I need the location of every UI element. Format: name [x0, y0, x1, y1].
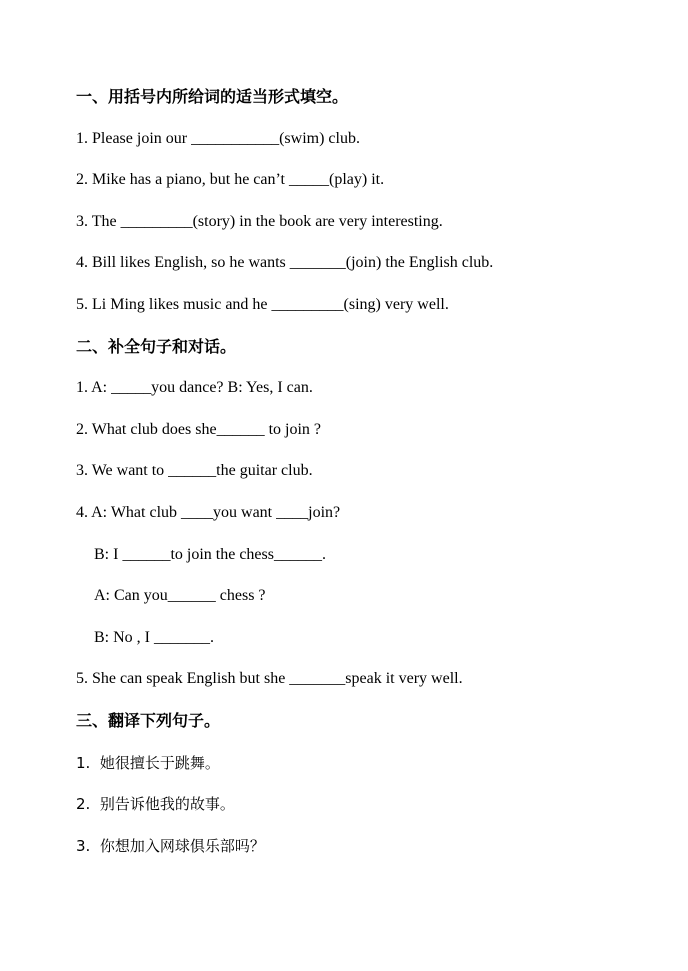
section1-title: 一、用括号内所给词的适当形式填空。 [76, 87, 349, 106]
section2-item-4c: A: Can you______ chess ? [94, 587, 266, 604]
section2-item-4b: B: I ______to join the chess______. [94, 546, 326, 563]
section1-item-1: 1. Please join our ___________(swim) club. [76, 130, 360, 147]
section2-title: 二、补全句子和对话。 [76, 337, 237, 356]
section3-title: 三、翻译下列句子。 [76, 711, 221, 730]
section3-item-1: 1. 她很擅长于跳舞。 [76, 754, 220, 772]
section2-item-4d: B: No , I _______. [94, 629, 214, 646]
section2-item-5: 5. She can speak English but she _______speak it very well. [76, 670, 463, 687]
section1-item-2: 2. Mike has a piano, but he can’t _____(play) it. [76, 171, 385, 188]
section3-item-2: 2. 别告诉他我的故事。 [76, 795, 235, 813]
section1-item-4: 4. Bill likes English, so he wants _______(join) the English club. [76, 254, 494, 271]
section1-item-5: 5. Li Ming likes music and he _________(sing) very well. [76, 296, 449, 313]
section2-item-3: 3. We want to ______the guitar club. [76, 462, 313, 479]
section3-item-3: 3. 你想加入网球俱乐部吗？ [76, 837, 265, 855]
section2-item-2: 2. What club does she______ to join ? [76, 421, 321, 438]
section2-item-1: 1. A: _____you dance? B: Yes, I can. [76, 379, 313, 396]
section1-item-3: 3. The _________(story) in the book are very interesting. [76, 213, 443, 230]
section2-item-4a: 4. A: What club ____you want ____join? [76, 504, 341, 521]
